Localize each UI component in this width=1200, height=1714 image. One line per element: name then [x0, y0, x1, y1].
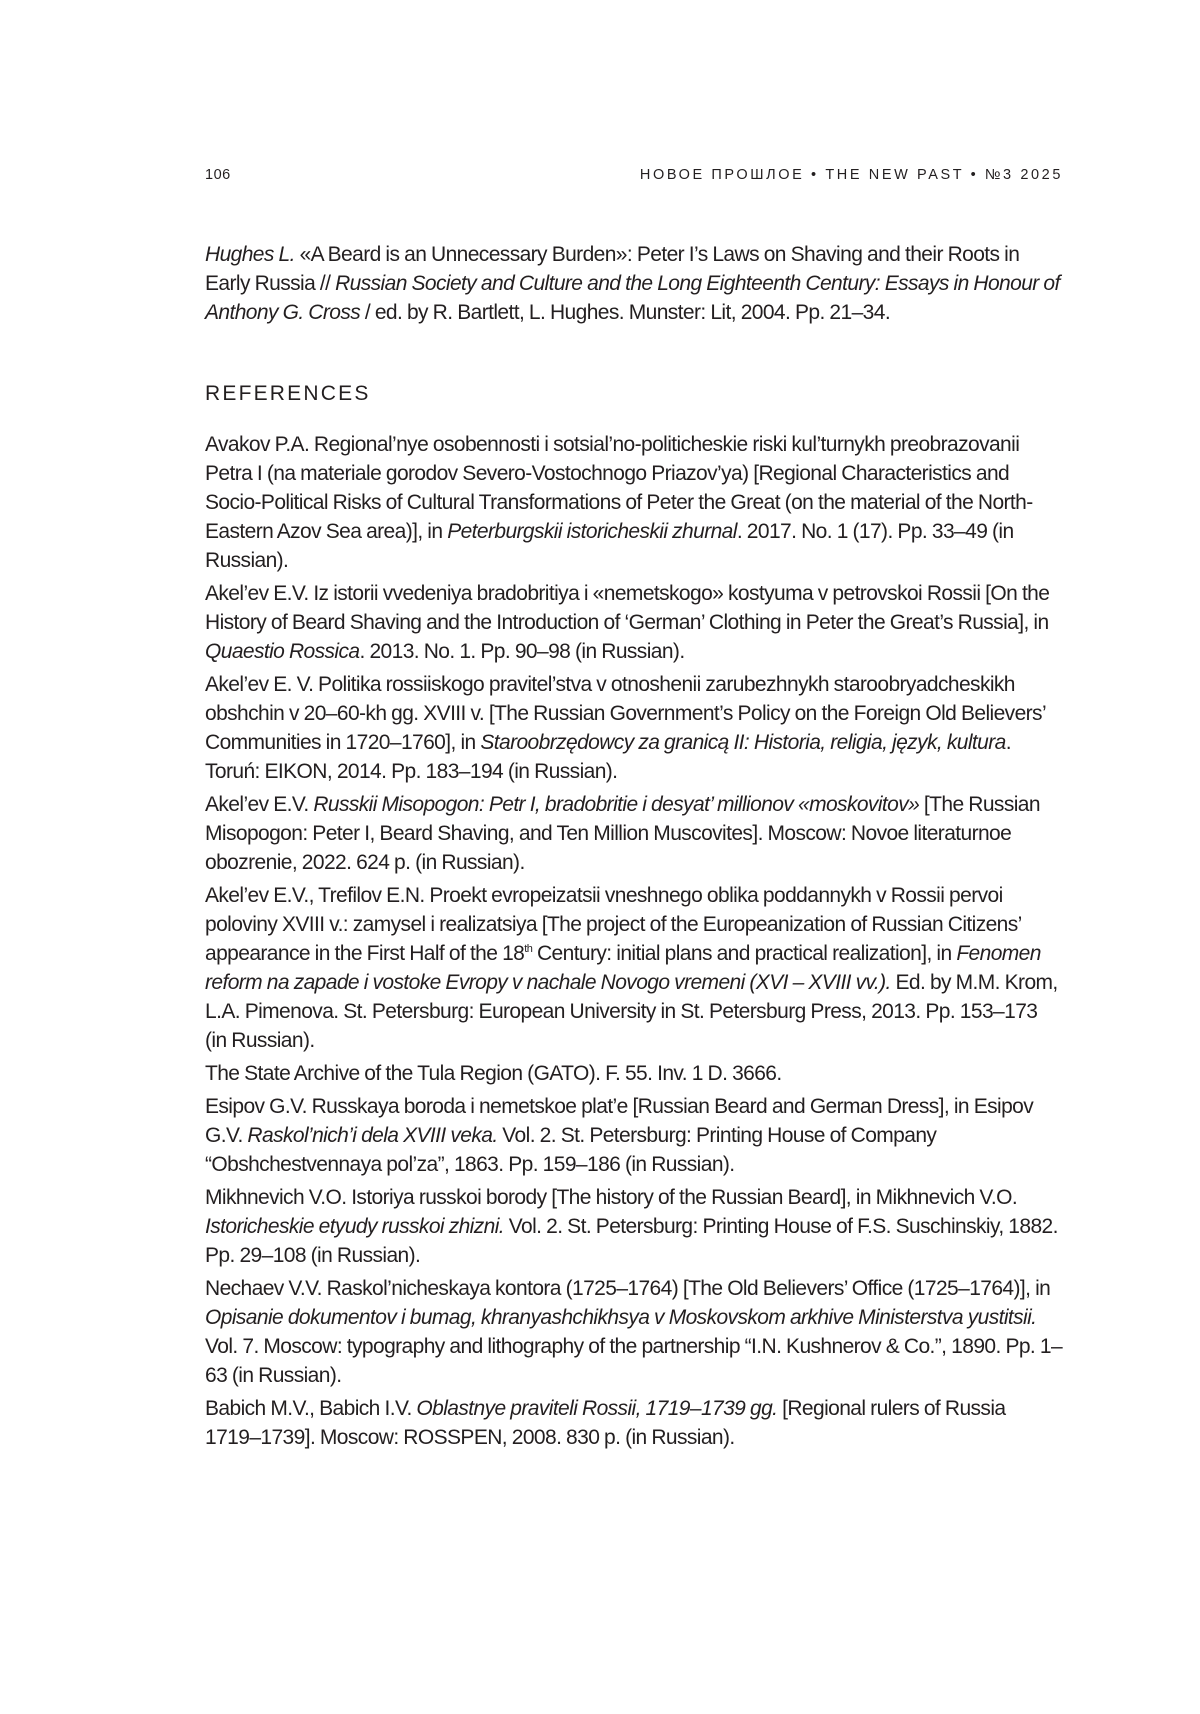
reference-italic-title: Fenomen reform na zapade i vostoke Evropy v nachale Novogo vremeni (XVI – XVIII vv.).: [205, 942, 1041, 994]
reference-italic-title: Raskol’nich’i dela XVIII veka.: [247, 1124, 497, 1147]
reference-publication: Vol. 7. Moscow: typography and lithography of the partnership “I.N. Kushnerov & Co.”, 1890. Pp. 1–63 (in Russian).: [205, 1335, 1062, 1387]
reference-item: [205, 881, 1063, 1055]
reference-text: Akel’ev E.V. Iz istorii vvedeniya bradobritiya i «nemetskogo» kostyuma v petrovskoi Rossii [On the History of Beard Shaving and the Introduction of ‘German’ Clothing in Peter the Great’s Russia], in: [205, 582, 1049, 634]
intro-publication: / ed. by R. Bartlett, L. Hughes. Munster: Lit, 2004. Pp. 21–34.: [360, 301, 890, 324]
page-number: 106: [205, 167, 231, 183]
reference-text: Mikhnevich V.O. Istoriya russkoi borody [The history of the Russian Beard], in Mikhnevich V.O.: [205, 1186, 1017, 1209]
reference-italic-title: Quaestio Rossica: [205, 640, 359, 663]
reference-text: Akel’ev E. V. Politika rossiiskogo pravitel’stva v otnoshenii zarubezhnykh staroobryadcheskikh obshchin v 20–60-kh gg. XVIII v. [The Russian Government’s Policy on the Foreign Old Believers’ Communities in 1720–1760], in: [205, 673, 1045, 754]
reference-text: Akel’ev E.V.: [205, 793, 313, 816]
reference-italic-title: Peterburgskii istoricheskii zhurnal: [447, 520, 737, 543]
intro-text: «A Beard is an Unnecessary Burden»: Peter I’s Laws on Shaving and their Roots in Early Russia //: [205, 243, 1019, 295]
reference-italic-title: Oblastnye praviteli Rossii, 1719–1739 gg.: [416, 1397, 777, 1420]
intro-reference: [205, 240, 1063, 327]
reference-text-continued: Century: initial plans and practical realization], in: [532, 942, 956, 965]
reference-publication: [Regional rulers of Russia 1719–1739]. Moscow: ROSSPEN, 2008. 830 p. (in Russian).: [205, 1397, 1005, 1449]
intro-italic-title: Russian Society and Culture and the Long Eighteenth Century: Essays in Honour of Anthony G. Cross: [205, 272, 1060, 324]
reference-text: The State Archive of the Tula Region (GATO). F. 55. Inv. 1 D. 3666.: [205, 1062, 782, 1085]
reference-publication: Vol. 2. St. Petersburg: Printing House of F.S. Suschinskiy, 1882. Pp. 29–108 (in Russian).: [205, 1215, 1058, 1267]
reference-item: [205, 579, 1063, 666]
reference-publication: [The Russian Misopogon: Peter I, Beard Shaving, and Ten Million Muscovites]. Moscow: Novoe literaturnoe obozrenie, 2022. 624 p. (in Russian).: [205, 793, 1040, 874]
reference-italic-title: Opisanie dokumentov i bumag, khranyashchikhsya v Moskovskom arkhive Ministerstva yustitsii.: [205, 1306, 1036, 1329]
reference-text: Babich M.V., Babich I.V.: [205, 1397, 416, 1420]
page-content: [205, 240, 1063, 1456]
reference-text: Nechaev V.V. Raskol’nicheskaya kontora (1725–1764) [The Old Believers’ Office (1725–1764)], in: [205, 1277, 1050, 1300]
reference-publication: . 2013. No. 1. Pp. 90–98 (in Russian).: [359, 640, 684, 663]
reference-item: [205, 1274, 1063, 1390]
reference-publication: . 2017. No. 1 (17). Pp. 33–49 (in Russian).: [205, 520, 1014, 572]
reference-item: [205, 430, 1063, 575]
reference-item: [205, 1394, 1063, 1452]
reference-publication: Ed. by M.M. Krom, L.A. Pimenova. St. Petersburg: European University in St. Petersburg Press, 2013. Pp. 153–173 (in Russian).: [205, 971, 1058, 1052]
reference-item: [205, 1092, 1063, 1179]
reference-item: [205, 1059, 1063, 1088]
journal-title: НОВОЕ ПРОШЛОЕ • THE NEW PAST • №3 2025: [640, 167, 1063, 183]
references-heading: REFERENCES: [205, 379, 1063, 408]
reference-item: [205, 1183, 1063, 1270]
reference-text: Avakov P.A. Regional’nye osobennosti i sotsial’no-politicheskie riski kul’turnykh preobrazovanii Petra I (na materiale gorodov Severo-Vostochnogo Priazov’ya) [Regional Characteristics and Socio-Political Risks of Cultural Transformations of Peter the Great (on the material of the North-Eastern Azov Sea area)], in: [205, 433, 1033, 543]
intro-author: Hughes L.: [205, 243, 295, 266]
reference-publication: Vol. 2. St. Petersburg: Printing House of Company “Obshchestvennaya pol’za”, 1863. Pp. 159–186 (in Russian).: [205, 1124, 936, 1176]
reference-text: Esipov G.V. Russkaya boroda i nemetskoe plat’e [Russian Beard and German Dress], in Esipov G.V.: [205, 1095, 1033, 1147]
reference-publication: . Toruń: EIKON, 2014. Pp. 183–194 (in Russian).: [205, 731, 1011, 783]
reference-italic-title: Istoricheskie etyudy russkoi zhizni.: [205, 1215, 504, 1238]
reference-italic-title: Staroobrzędowcy za granicą II: Historia, religia, język, kultura: [480, 731, 1005, 754]
ordinal-superscript: th: [524, 943, 532, 955]
reference-item: [205, 670, 1063, 786]
reference-italic-title: Russkii Misopogon: Petr I, bradobritie i desyat’ millionov «moskovitov»: [313, 793, 919, 816]
running-header: [205, 167, 1063, 183]
reference-item: [205, 790, 1063, 877]
reference-text: Akel’ev E.V., Trefilov E.N. Proekt evropeizatsii vneshnego oblika poddannykh v Rossii pervoi poloviny XVIII v.: zamysel i realizatsiya [The project of the Europeanization of Russian Citizens’ appearance in the First Half of the 18: [205, 884, 1021, 965]
